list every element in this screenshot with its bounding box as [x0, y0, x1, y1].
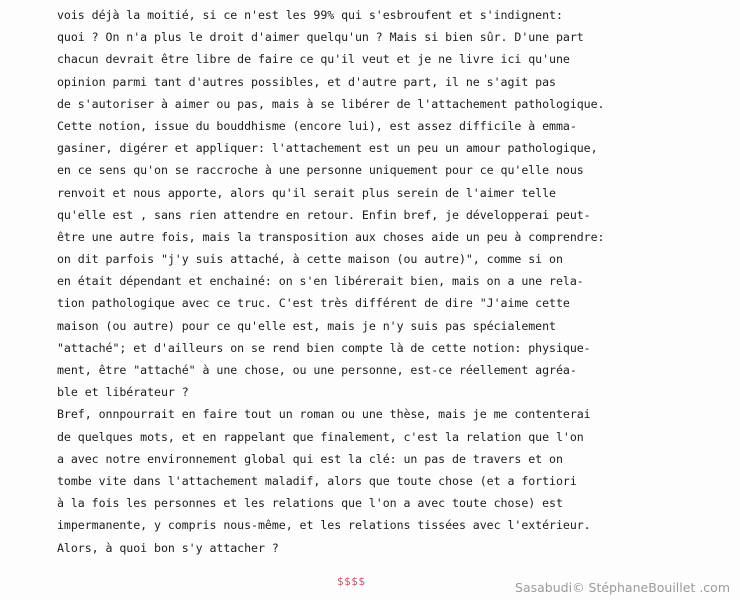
text-line: opinion parmi tant d'autres possibles, et d'autre part, il ne s'agit pas	[57, 74, 556, 89]
typed-text-body	[57, 4, 737, 559]
text-line: a avec notre environnement global qui est la clé: un pas de travers et on	[57, 451, 563, 466]
text-line: impermanente, y compris nous-même, et les relations tissées avec l'extérieur.	[57, 518, 591, 533]
text-line: "attaché"; et d'ailleurs on se rend bien compte là de cette notion: physique-	[57, 340, 591, 355]
text-line: on dit parfois "j'y suis attaché, à cette maison (ou autre)", comme si on	[57, 252, 563, 267]
text-line: maison (ou autre) pour ce qu'elle est, mais je n'y suis pas spécialement	[57, 318, 556, 333]
text-line: renvoit et nous apporte, alors qu'il serait plus serein de l'aimer telle	[57, 185, 556, 200]
text-line: de s'autoriser à aimer ou pas, mais à se libérer de l'attachement pathologique.	[57, 96, 605, 111]
text-line: quoi ? On n'a plus le droit d'aimer quelqu'un ? Mais si bien sûr. D'une part	[57, 30, 584, 45]
text-line: en était dépendant et enchainé: on s'en libérerait bien, mais on a une rela-	[57, 274, 584, 289]
text-line: à la fois les personnes et les relations que l'on a avec toute chose) est	[57, 496, 563, 511]
text-line: gasiner, digérer et appliquer: l'attachement est un peu un amour pathologique,	[57, 141, 598, 156]
text-line: ble et libérateur ?	[57, 385, 189, 400]
text-line: Alors, à quoi bon s'y attacher ?	[57, 540, 279, 555]
text-line: Cette notion, issue du bouddhisme (encore lui), est assez difficile à emma-	[57, 118, 577, 133]
text-line: de quelques mots, et en rappelant que finalement, c'est la relation que l'on	[57, 429, 584, 444]
text-line: ment, être "attaché" à une chose, ou une personne, est-ce réellement agréa-	[57, 363, 577, 377]
text-line: tombe vite dans l'attachement maladif, alors que toute chose (et a fortiori	[57, 473, 577, 488]
text-line: tion pathologique avec ce truc. C'est très différent de dire "J'aime cette	[57, 296, 570, 311]
text-line: chacun devrait être libre de faire ce qu'il veut et je ne livre ici qu'une	[57, 52, 570, 67]
text-line: Bref, onnpourrait en faire tout un roman ou une thèse, mais je me contenterai	[57, 407, 591, 422]
text-line: vois déjà la moitié, si ce n'est les 99% qui s'esbroufent et s'indignent:	[57, 8, 563, 22]
watermark-credit: Sasabudi© StéphaneBouillet .com	[515, 580, 730, 595]
text-line: être une autre fois, mais la transposition aux choses aide un peu à comprendre:	[57, 229, 605, 244]
text-line: qu'elle est , sans rien attendre en retour. Enfin bref, je développerai peut-	[57, 207, 591, 222]
section-separator: $$$$	[337, 575, 366, 588]
text-line: en ce sens qu'on se raccroche à une personne uniquement pour ce qu'elle nous	[57, 163, 584, 178]
